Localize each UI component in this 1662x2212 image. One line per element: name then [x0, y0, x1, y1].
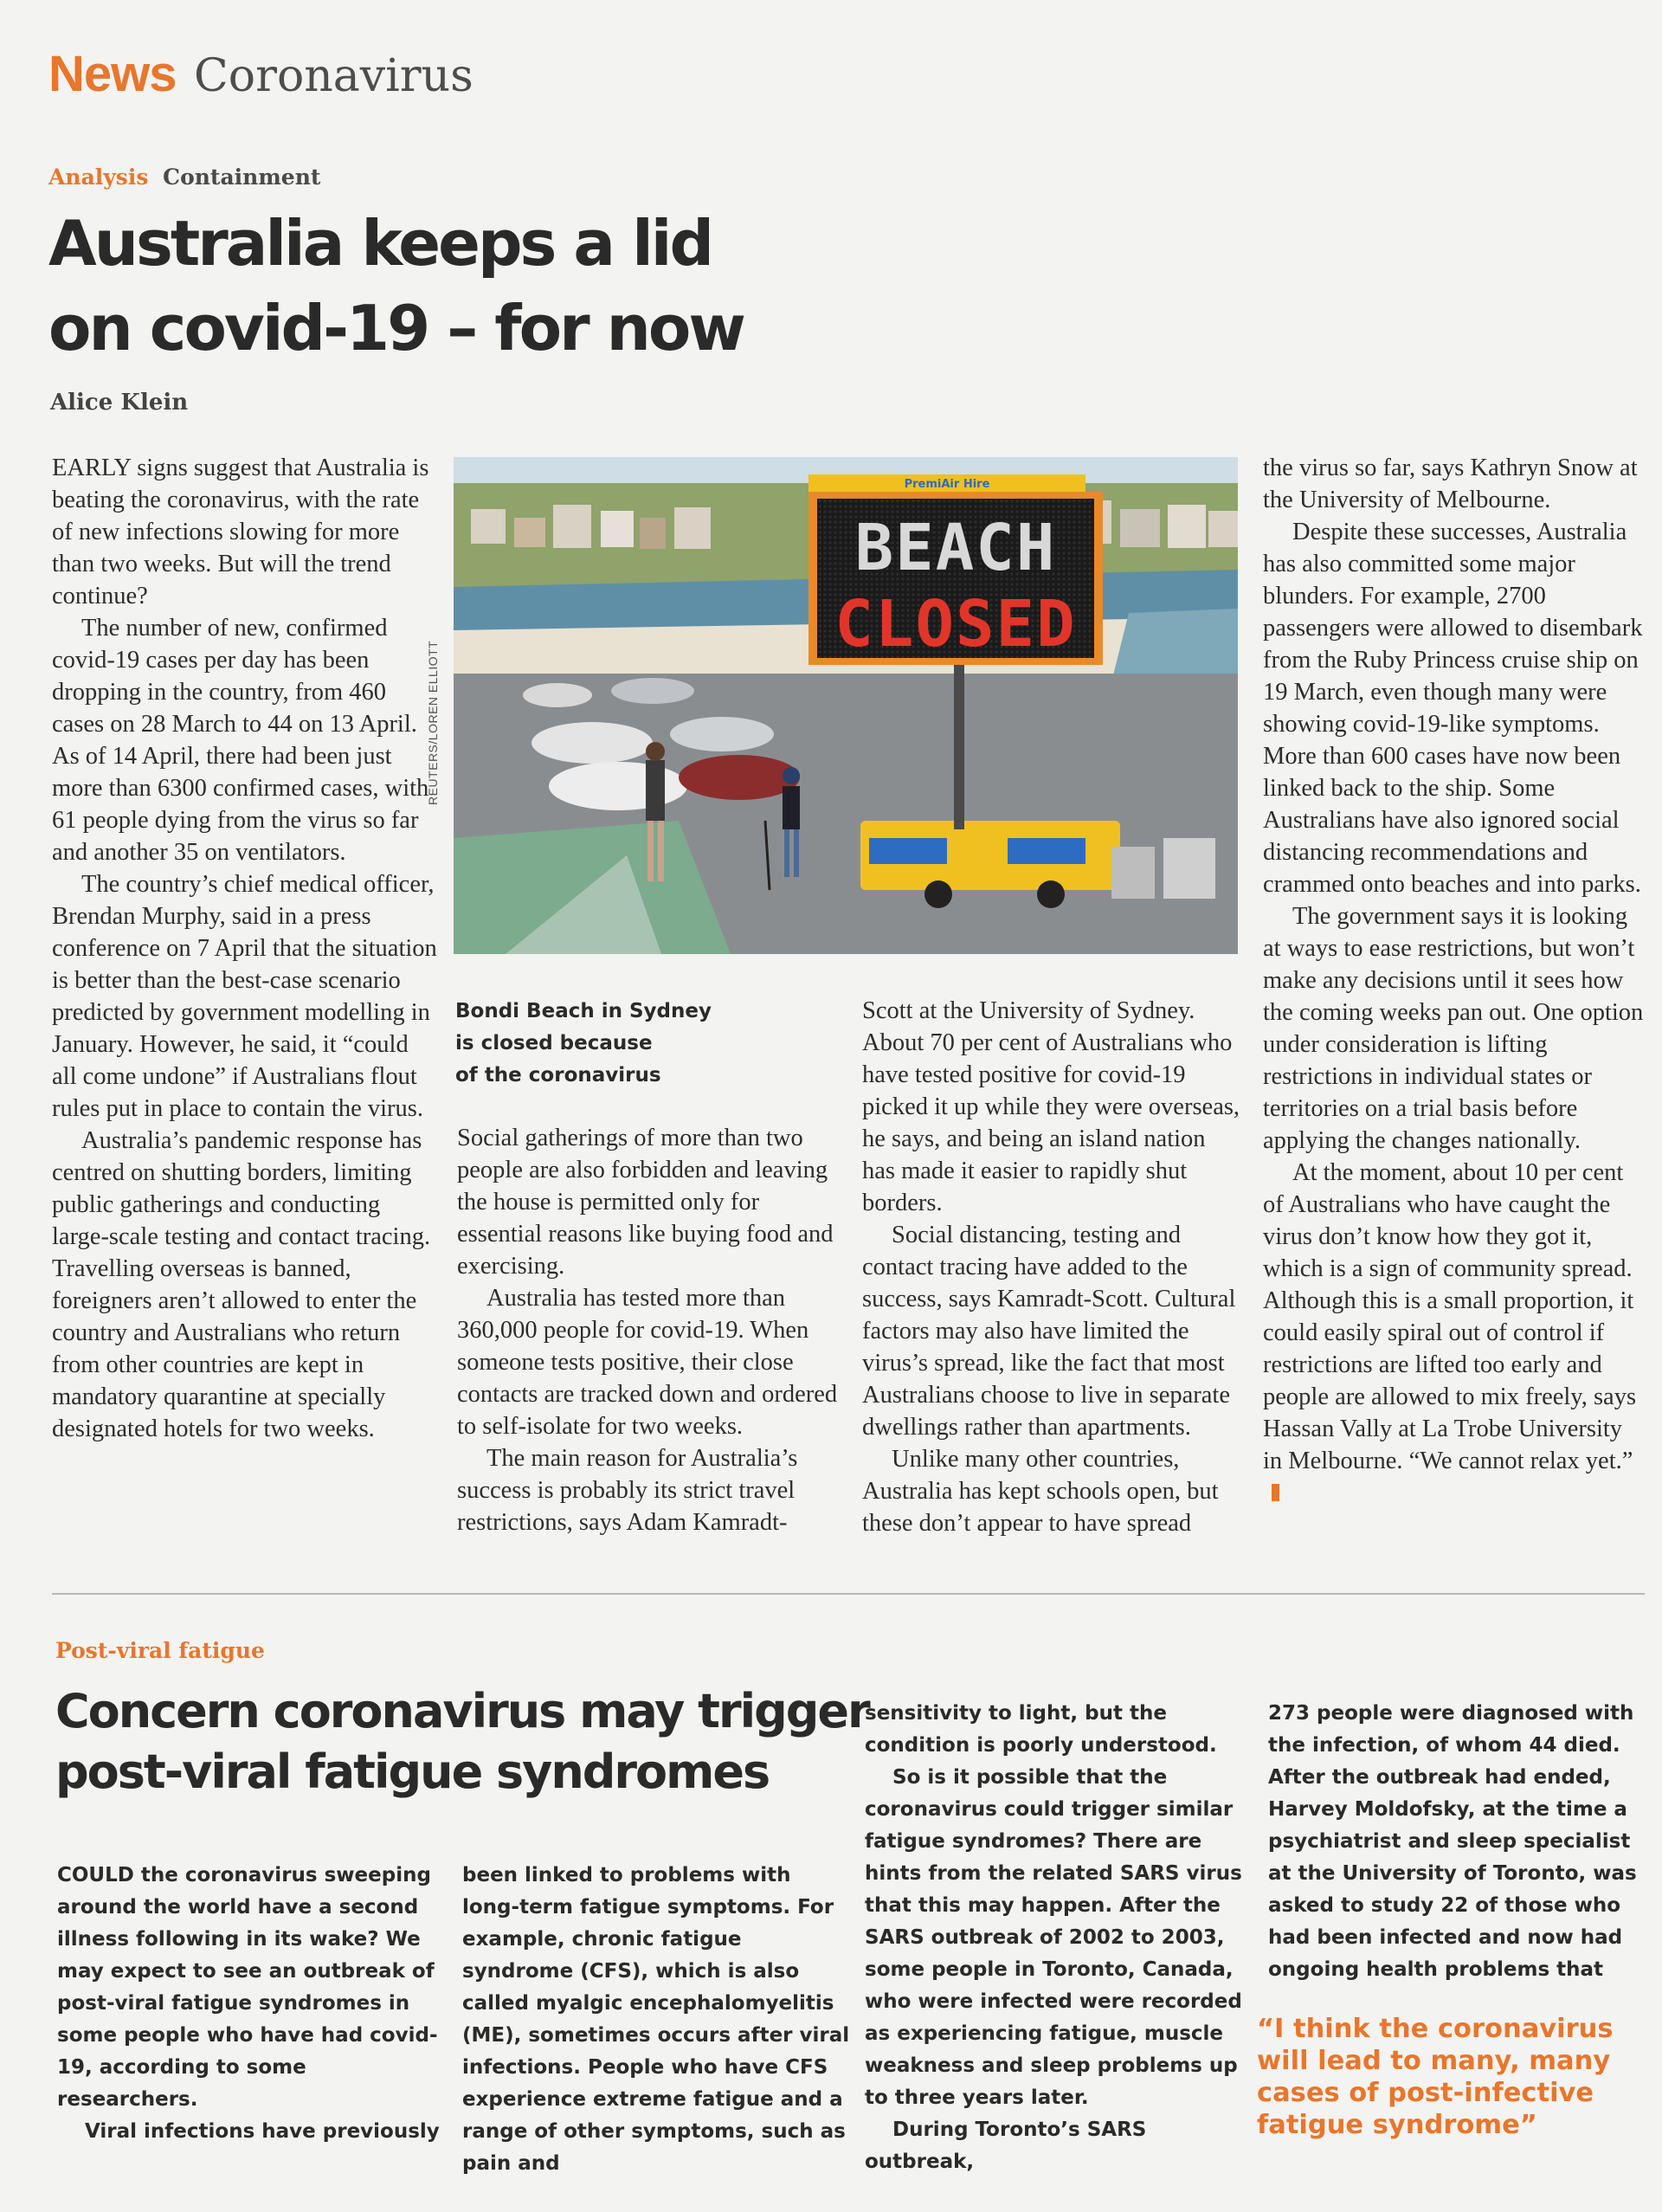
article-column-2 [462, 1860, 852, 2180]
article-headline [55, 1681, 869, 1802]
article-column-1 [52, 452, 437, 1445]
paragraph: Social gatherings of more than two people are also forbidden and leaving the house is permitted only for essential reasons like buying food and exercising. [457, 1125, 834, 1280]
article-column-4 [1263, 452, 1644, 1509]
paragraph: The country’s chief medical officer, Brendan Murphy, said in a press conference on 7 April that the situation is better than the best-case scenario predicted by government modelling in January. However, he said, it “could all come undone” if Australians flout rules put in place to contain the virus. [52, 871, 437, 1122]
paragraph: 273 people were diagnosed with the infection, of whom 44 died. After the outbreak had ended, Harvey Moldofsky, at the time a psychiatrist and sleep specialist at the University of Toronto, was asked to study 22 of those who had been infected and now had ongoing health problems that [1268, 1702, 1637, 1981]
caption-line: of the coronavirus [455, 1064, 661, 1087]
article-kicker [48, 164, 320, 190]
article-column-4 [1268, 1698, 1658, 1986]
paragraph: So is it possible that the coronavirus could trigger similar fatigue syndromes? There are hints from the related SARS virus that this may happen. After the SARS outbreak of 2002 to 2003, some people in Toronto, Canada, who were infected were recorded as experiencing fatigue, muscle weakness and sleep problems up to three years later. [865, 1766, 1242, 2109]
photo-credit: REUTERS/LOREN ELLIOTT [426, 640, 440, 805]
end-mark-icon [1272, 1484, 1279, 1501]
paragraph: Unlike many other countries, Australia has kept schools open, but these don’t appear to have spread [862, 1446, 1219, 1537]
paragraph: The government says it is looking at ways to ease restrictions, but won’t make any decisions until it sees how the coming weeks pan out. One option under consideration is lifting restrictions in individual states or territories on a trial basis before applying the changes nationally. [1263, 903, 1644, 1154]
sign-line-beach: BEACH [854, 511, 1057, 585]
sign-line-closed: CLOSED [834, 587, 1077, 661]
paragraph: During Toronto’s SARS outbreak, [865, 2118, 1147, 2173]
headline-line: on covid-19 – for now [48, 292, 744, 364]
paragraph: Despite these successes, Australia has also committed some major blunders. For example, 2700 passengers were allowed to disembark from the Ruby Princess cruise ship on 19 March, even though many were showing covid-19-like symptoms. More than 600 cases have now been linked back to the ship. Some Australians have also ignored social distancing recommendations and crammed onto beaches and into parks. [1263, 519, 1643, 898]
section-divider [52, 1593, 1645, 1595]
paragraph: The main reason for Australia’s success is probably its strict travel restrictions, says Adam Kamradt- [457, 1445, 798, 1536]
section-label: News [48, 46, 177, 102]
article-column-2 [457, 1122, 838, 1538]
article-column-3 [862, 995, 1243, 1539]
article-column-3 [865, 1698, 1254, 2178]
subkicker-label: Containment [163, 164, 321, 190]
paragraph: EARLY signs suggest that Australia is beating the coronavirus, with the rate of new infections slowing for more than two weeks. But will the trend continue? [52, 455, 429, 609]
photo-caption [455, 996, 741, 1092]
headline-line: Australia keeps a lid [48, 207, 712, 280]
paragraph: Social distancing, testing and contact tracing have added to the success, says Kamradt-Scott. Cultural factors may also have limited the virus’s spread, like the fact that most Australians choose to live in separate dwellings rather than apartments. [862, 1222, 1236, 1441]
paragraph-last [1263, 1157, 1644, 1509]
paragraph: The number of new, confirmed covid-19 cases per day has been dropping in the country, from 460 cases on 28 March to 44 on 13 April. As of 14 April, there had been just more than 6300 confirmed cases, with 61 people dying from the virus so far and another 35 on ventilators. [52, 615, 429, 866]
pull-quote: “I think the coronavirus will lead to many, many cases of post-infective fatigue syndrome” [1257, 2014, 1614, 2140]
caption-line: is closed because [455, 1032, 653, 1054]
paragraph-text: At the moment, about 10 per cent of Australians who have caught the virus don’t know how they got it, which is a sign of community spread. Although this is a small proportion, it could easily spiral out of control if restrictions are lifted too early and people are allowed to mix freely, says Hassan Vally at La Trobe University in Melbourne. “We cannot relax yet.” [1263, 1159, 1637, 1474]
kicker-label: Post-viral fatigue [55, 1638, 265, 1663]
topic-label: Coronavirus [194, 50, 473, 102]
paragraph: Australia has tested more than 360,000 people for covid-19. When someone tests positive, their close contacts are tracked down and ordered to self-isolate for two weeks. [457, 1285, 838, 1440]
beach-closed-photo [454, 457, 1238, 954]
sign-banner: PremiAir Hire [904, 478, 990, 491]
kicker-label: Analysis [48, 164, 149, 190]
article-column-1 [57, 1860, 447, 2148]
caption-line: Bondi Beach in Sydney [455, 1000, 712, 1022]
article-headline [48, 201, 914, 371]
paragraph: COULD the coronavirus sweeping around the world have a second illness following in its wake? We may expect to see an outbreak of post-viral fatigue syndromes in some people who have had covid-19, according to some researchers. [57, 1864, 438, 2111]
paragraph: Scott at the University of Sydney. About 70 per cent of Australians who have tested positive for covid-19 picked it up while they were overseas, he says, and being an island nation has made it easier to rapidly shut borders. [862, 997, 1240, 1216]
paragraph: Australia’s pandemic response has centred on shutting borders, limiting public gatherings and conducting large-scale testing and contact tracing. Travelling overseas is banned, foreigners aren’t allowed to enter the country and Australians who return from other countries are kept in mandatory quarantine at specially designated hotels for two weeks. [52, 1127, 431, 1442]
headline-line: post-viral fatigue syndromes [55, 1744, 770, 1799]
paragraph: been linked to problems with long-term fatigue symptoms. For example, chronic fatigue syndrome (CFS), which is also called myalgic encephalomyelitis (ME), sometimes occurs after viral infections. People who have CFS experience extreme fatigue and a range of other symptoms, such as pain and [462, 1864, 850, 2175]
headline-line: Concern coronavirus may trigger [55, 1684, 869, 1738]
paragraph: the virus so far, says Kathryn Snow at the University of Melbourne. [1263, 455, 1638, 513]
article-kicker [55, 1638, 265, 1663]
section-header [48, 40, 473, 111]
paragraph: Viral infections have previously [85, 2120, 440, 2143]
byline: Alice Klein [50, 390, 189, 416]
paragraph: sensitivity to light, but the condition is poorly understood. [865, 1702, 1217, 1757]
